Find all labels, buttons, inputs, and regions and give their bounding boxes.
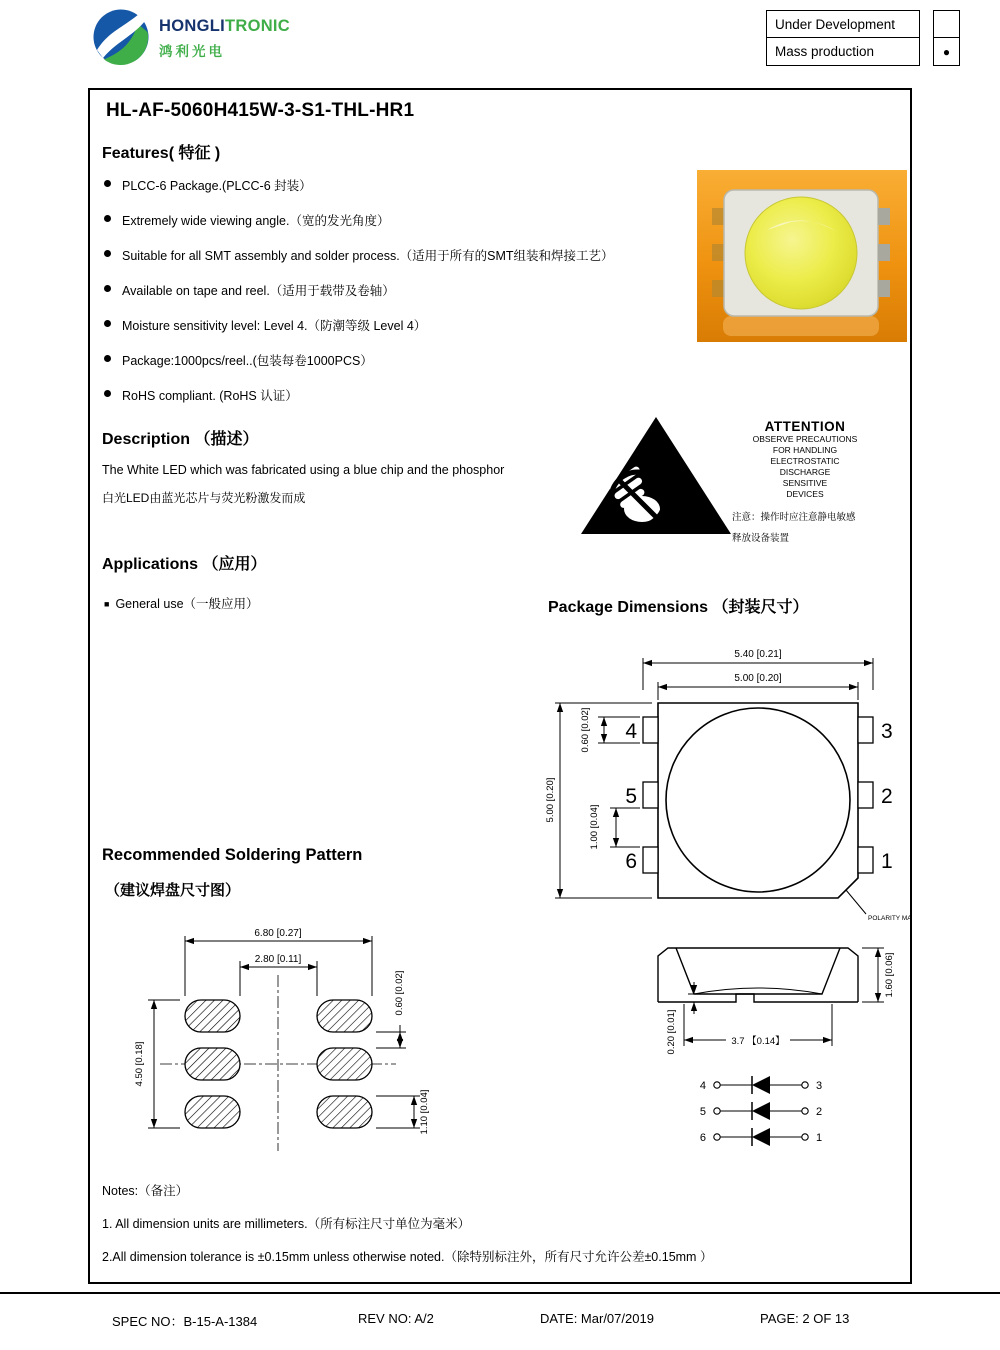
feature-text: Package:1000pcs/reel..(包装每卷1000PCS）: [122, 354, 373, 368]
feature-text: Extremely wide viewing angle.（宽的发光角度）: [122, 214, 390, 228]
bullet-icon: [104, 320, 111, 327]
status-indicator-column: [933, 10, 960, 66]
feature-text: Available on tape and reel.（适用于载带及卷轴）: [122, 284, 395, 298]
pin-number: 4: [625, 720, 637, 743]
dim-label: 5.00 [0.20]: [545, 777, 556, 823]
soldering-pattern-heading: Recommended Soldering Pattern: [102, 846, 363, 864]
pin-number: 2: [881, 785, 893, 808]
led-product-photo: [697, 170, 907, 342]
feature-item: [104, 351, 694, 369]
honglitronic-logo-icon: [92, 8, 150, 66]
dim-label: 5.00 [0.20]: [734, 673, 782, 684]
feature-text: Suitable for all SMT assembly and solder process.（适用于所有的SMT组装和焊接工艺）: [122, 249, 614, 263]
feature-item: [104, 316, 694, 334]
feature-text: PLCC-6 Package.(PLCC-6 封装）: [122, 179, 312, 193]
feature-item: [104, 281, 694, 299]
square-bullet-icon: ■: [104, 599, 110, 609]
bullet-icon: [104, 215, 111, 222]
feature-item: [104, 211, 694, 229]
footer-divider: [0, 1292, 1000, 1294]
solder-pads: [185, 1000, 372, 1128]
polarity-label: POLARITY MA: [868, 915, 912, 922]
application-text: General use（一般应用）: [115, 597, 259, 611]
status-mass-production: Mass production: [775, 44, 875, 59]
brand-logo: [92, 8, 290, 66]
description-text-en: The White LED which was fabricated using a blue chip and the phosphor: [102, 463, 505, 477]
applications-heading: Applications （应用）: [102, 556, 267, 573]
dim-label: 1.60 [0.06]: [884, 952, 895, 998]
feature-text: Moisture sensitivity level: Level 4.（防潮等级 Level 4）: [122, 319, 427, 333]
status-labels: [766, 10, 920, 66]
attention-title: ATTENTION: [764, 419, 846, 434]
feature-item: [104, 246, 694, 264]
status-indicator-selected: [934, 38, 959, 65]
spec-no: SPEC NO：B-15-A-1384: [112, 1314, 258, 1329]
status-table: [766, 10, 960, 66]
attention-line: DEVICES: [786, 489, 824, 500]
page-no: PAGE: 2 OF 13: [760, 1311, 850, 1326]
dim-label: 1.10 [0.04]: [419, 1089, 430, 1135]
application-item: [104, 594, 259, 612]
brand-name-tronic: TRONIC: [224, 17, 291, 35]
package-dimensions-heading: Package Dimensions （封装尺寸）: [548, 599, 809, 616]
features-list: [104, 176, 694, 421]
attention-line: FOR HANDLING: [772, 445, 838, 456]
dim-label: 5.40 [0.21]: [734, 649, 782, 660]
status-indicator-empty: [934, 11, 959, 38]
pin-number: 3: [881, 720, 893, 743]
dim-label: 0.20 [0.01]: [666, 1009, 677, 1055]
soldering-pattern-heading-cn: （建议焊盘尺寸图）: [105, 882, 241, 899]
description-heading: Description （描述）: [102, 431, 259, 448]
soldering-pattern-drawing: [130, 923, 465, 1173]
dim-label: 1.00 [0.04]: [589, 804, 600, 850]
attention-box: [732, 419, 878, 544]
attention-line: OBSERVE PRECAUTIONS: [752, 434, 858, 444]
pin-label: 4: [699, 1080, 706, 1092]
dim-label: 0.60 [0.02]: [580, 707, 591, 753]
features-heading: Features( 特征 ): [102, 145, 221, 162]
brand-chinese-name: 鸿利光电: [159, 44, 225, 59]
brand-name-hongli: HONGLI: [159, 17, 225, 35]
selected-dot-icon: ●: [942, 44, 951, 59]
bullet-icon: [104, 390, 111, 397]
attention-line: DISCHARGE: [779, 467, 831, 478]
package-dimensions-drawing: [540, 630, 914, 1146]
notes-heading: Notes:（备注）: [102, 1184, 189, 1198]
pin-label: 1: [816, 1132, 823, 1144]
dim-label: 4.50 [0.18]: [134, 1041, 145, 1087]
part-number-title: HL-AF-5060H415W-3-S1-THL-HR1: [106, 100, 415, 121]
pin-circuit-diagram: [700, 1076, 822, 1146]
esd-warning-icon: [578, 415, 734, 537]
dim-label: 3.7 【0.14】: [731, 1036, 785, 1047]
attention-line: ELECTROSTATIC: [770, 456, 840, 467]
feature-text: RoHS compliant. (RoHS 认证）: [122, 389, 298, 403]
status-under-development: Under Development: [767, 11, 919, 38]
pin-label: 3: [816, 1080, 823, 1092]
pin-label: 5: [699, 1106, 706, 1118]
feature-item: [104, 386, 694, 404]
bullet-icon: [104, 285, 111, 292]
rev-no: REV NO: A/2: [358, 1311, 434, 1326]
led-phosphor-dome: [745, 197, 857, 309]
dim-label: 0.60 [0.02]: [394, 970, 405, 1016]
dim-label: 2.80 [0.11]: [254, 954, 302, 965]
attention-note-cn: 注意：操作时应注意静电敏感: [732, 512, 856, 524]
pin-label: 2: [816, 1106, 823, 1118]
content-frame: [88, 88, 912, 1284]
bullet-icon: [104, 180, 111, 187]
pin-number: 5: [625, 785, 637, 808]
description-text-cn: 白光LED由蓝光芯片与荧光粉激发而成: [102, 491, 306, 505]
brand-text: [159, 8, 290, 60]
attention-line: SENSITIVE: [782, 478, 828, 489]
pin-label: 6: [699, 1132, 706, 1144]
package-top-view: [658, 703, 858, 898]
bullet-icon: [104, 355, 111, 362]
bullet-icon: [104, 250, 111, 257]
dim-label: 6.80 [0.27]: [254, 928, 302, 939]
attention-note-cn: 释放设备装置: [732, 533, 790, 545]
date: DATE: Mar/07/2019: [540, 1311, 654, 1326]
note-item: 1. All dimension units are millimeters.（所有标注尺寸单位为毫米）: [102, 1217, 471, 1231]
note-item: 2.All dimension tolerance is ±0.15mm unless otherwise noted.（除特别标注外，所有尺寸允许公差±0.15mm ）: [102, 1250, 713, 1264]
feature-item: [104, 176, 694, 194]
pin-number: 1: [881, 850, 893, 873]
pin-number: 6: [625, 850, 637, 873]
